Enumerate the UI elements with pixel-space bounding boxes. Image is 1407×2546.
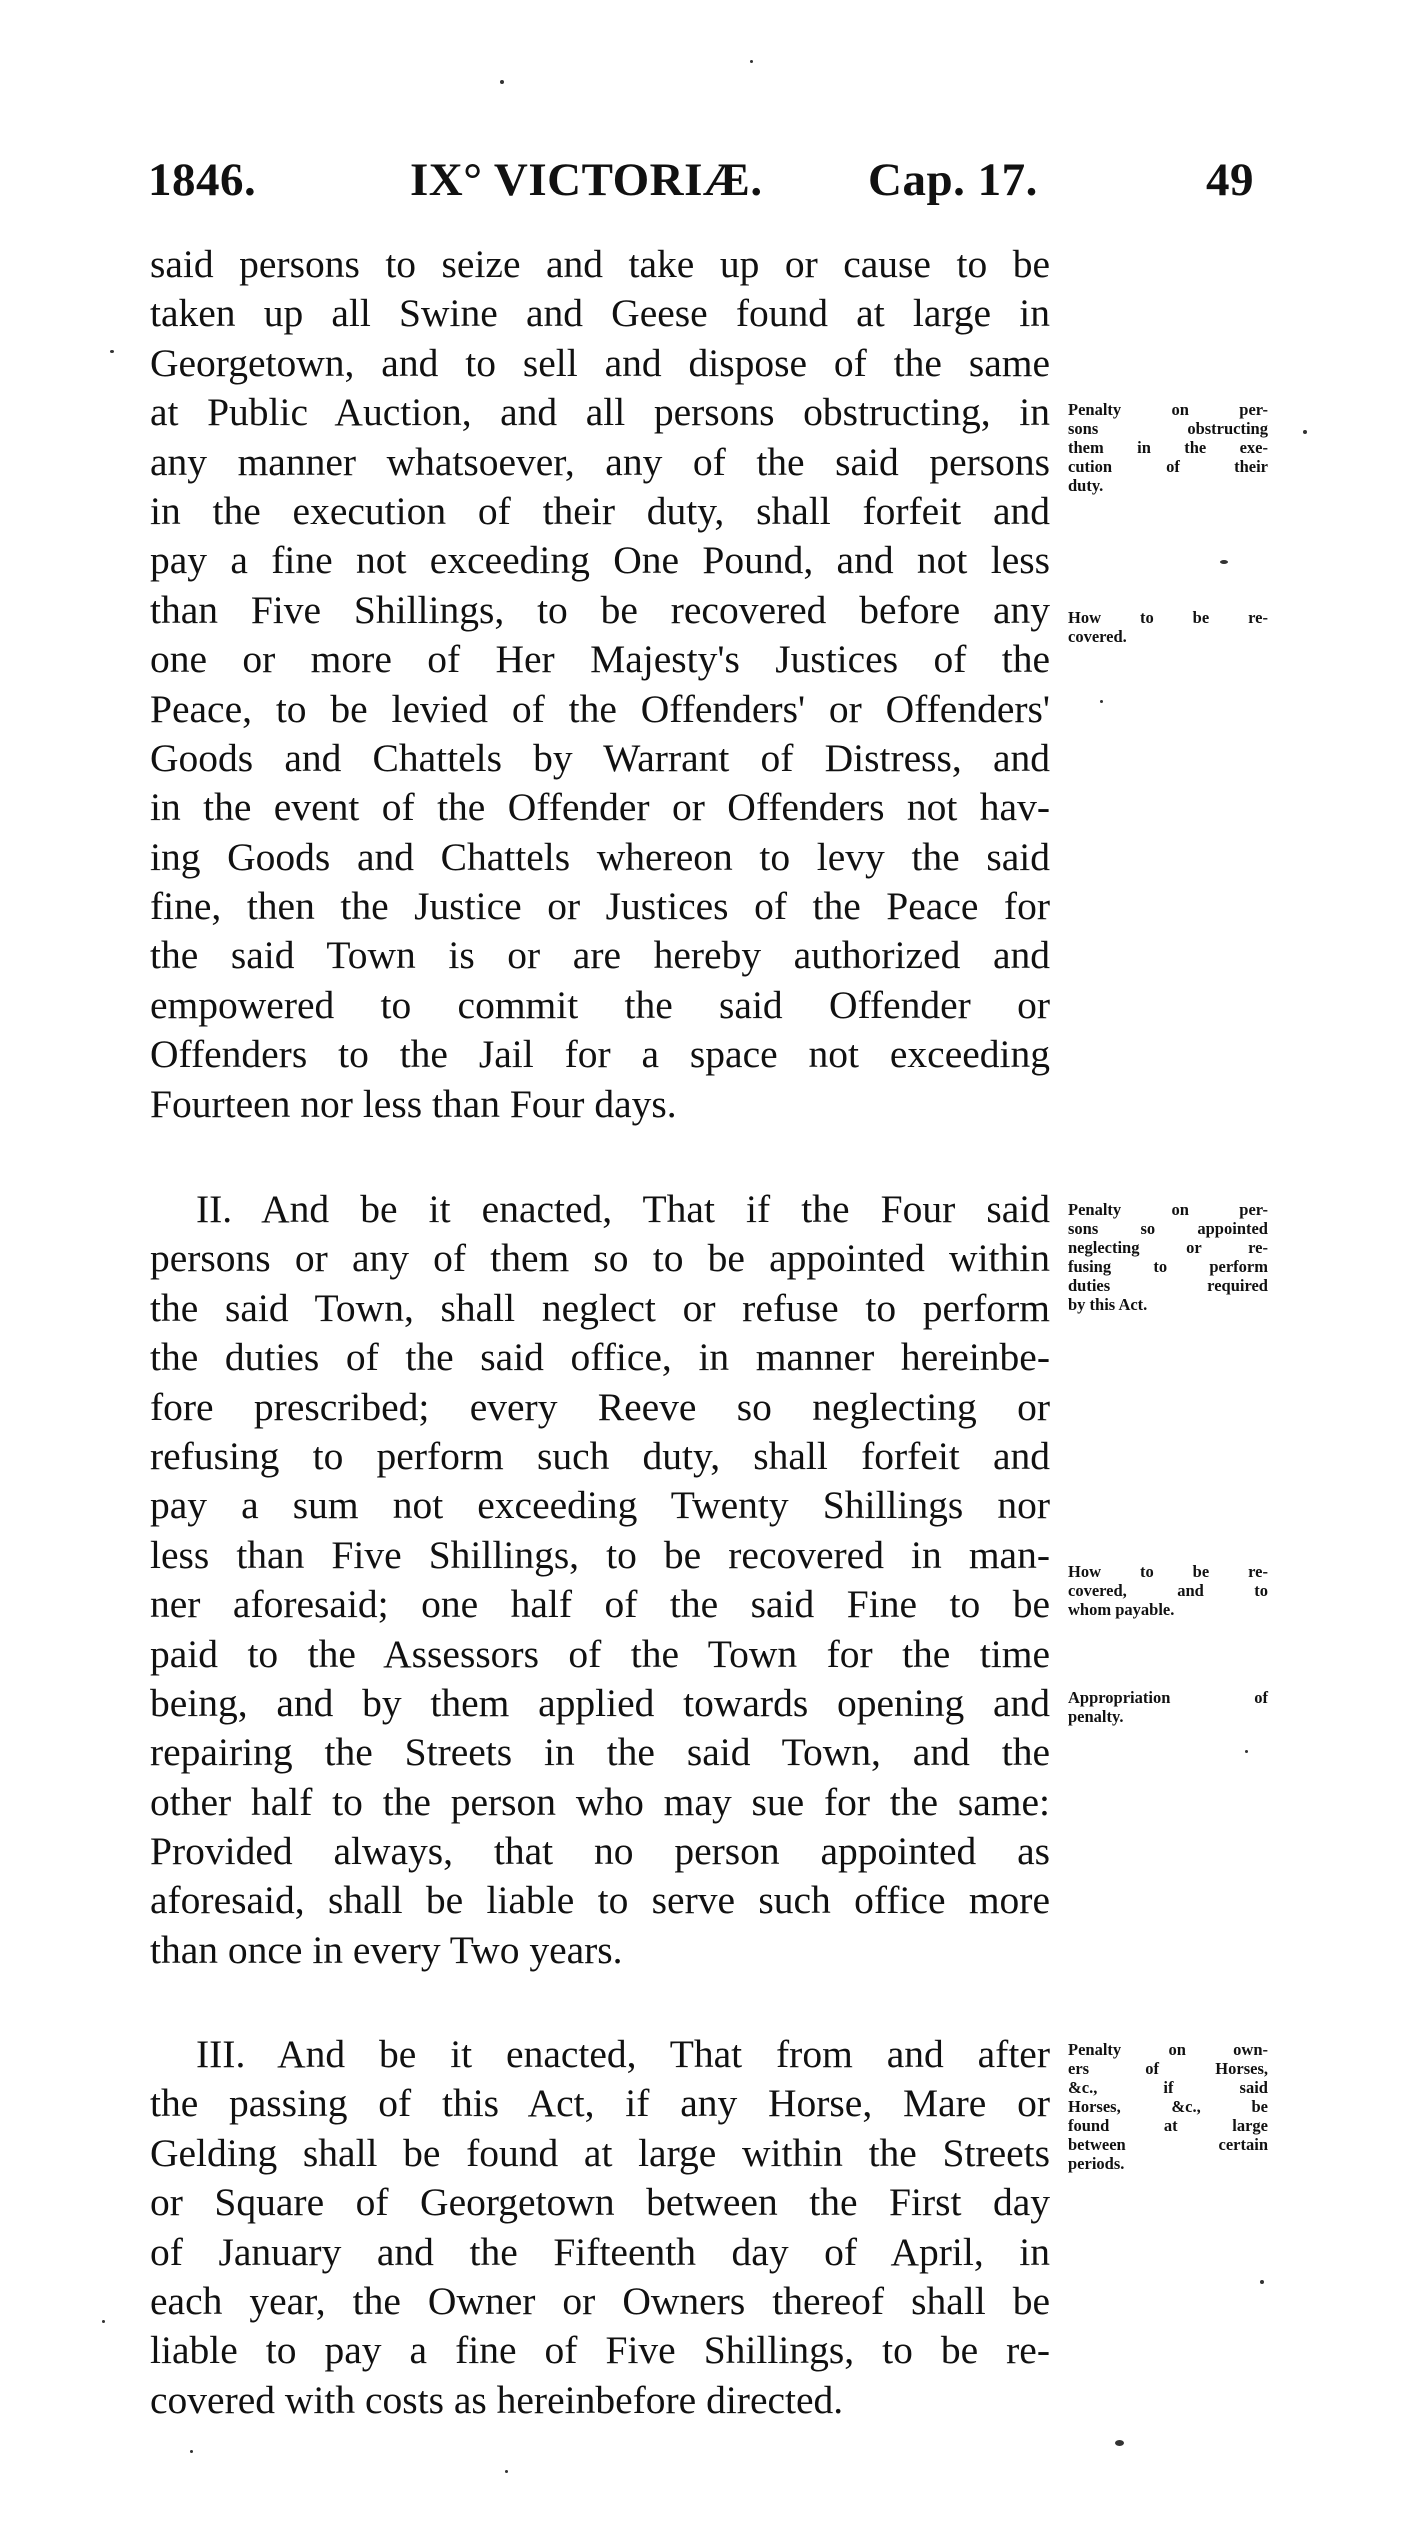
text-line: Georgetown, and to sell and dispose of the same (150, 340, 1050, 385)
marginal-note-line: sons obstructing (1068, 419, 1268, 438)
text-line: ing Goods and Chattels whereon to levy the said (150, 834, 1050, 879)
section-iii-paragraph (150, 2030, 1050, 2425)
marginal-note-line: How to be re- (1068, 608, 1268, 627)
text-line: or Square of Georgetown between the First day (150, 2180, 1050, 2225)
text-line: refusing to perform such duty, shall forfeit and (150, 1433, 1050, 1478)
scan-speck (505, 2470, 508, 2473)
scan-speck (1115, 2440, 1124, 2446)
text-line: Goods and Chattels by Warrant of Distress, and (150, 735, 1050, 780)
text-line: one or more of Her Majesty's Justices of the (150, 637, 1050, 682)
marginal-note-penalty-neglecting (1068, 1200, 1268, 1314)
page-number: 49 (1206, 154, 1254, 206)
text-line: than once in every Two years. (150, 1927, 623, 1972)
text-line: any manner whatsoever, any of the said persons (150, 439, 1050, 484)
section-ii-paragraph (150, 1185, 1050, 1975)
marginal-note-line: Horses, &c., be (1068, 2097, 1268, 2116)
text-line: of January and the Fifteenth day of April, in (150, 2229, 1050, 2274)
marginal-note-line: ers of Horses, (1068, 2059, 1268, 2078)
text-line: ner aforesaid; one half of the said Fine to be (150, 1582, 1050, 1627)
scan-speck (1220, 560, 1228, 564)
running-head-regnal-year: IX° VICTORIÆ. (410, 154, 763, 206)
marginal-note-line: Penalty on per- (1068, 400, 1268, 419)
marginal-note-line: cution of their (1068, 457, 1268, 476)
marginal-note-line: Penalty on own- (1068, 2040, 1268, 2059)
marginal-note-line: found at large (1068, 2116, 1268, 2135)
text-line: at Public Auction, and all persons obstructing, in (150, 390, 1050, 435)
scan-speck (1303, 430, 1307, 434)
text-line: liable to pay a fine of Five Shillings, to be re- (150, 2328, 1050, 2373)
marginal-note-line: fusing to perform (1068, 1257, 1268, 1276)
scan-speck (1260, 2280, 1264, 2284)
text-line: fine, then the Justice or Justices of the Peace for (150, 884, 1050, 929)
text-line: in the execution of their duty, shall forfeit and (150, 488, 1050, 533)
scan-speck (1100, 700, 1103, 703)
running-head-year: 1846. (148, 154, 257, 206)
text-line: empowered to commit the said Offender or (150, 982, 1050, 1027)
text-line: the duties of the said office, in manner hereinbe- (150, 1335, 1050, 1380)
marginal-note-line: between certain (1068, 2135, 1268, 2154)
text-line: II. And be it enacted, That if the Four said (196, 1187, 1050, 1231)
marginal-note-line: How to be re- (1068, 1562, 1268, 1581)
marginal-note-line: duties required (1068, 1276, 1268, 1295)
scan-speck (102, 2320, 105, 2323)
text-line: covered with costs as hereinbefore directed. (150, 2377, 844, 2422)
marginal-note-line: whom payable. (1068, 1600, 1175, 1619)
text-line: taken up all Swine and Geese found at large in (150, 291, 1050, 336)
marginal-note-appropriation (1068, 1688, 1268, 1726)
text-line: the passing of this Act, if any Horse, Mare or (150, 2081, 1050, 2126)
marginal-note-how-recovered-payable (1068, 1562, 1268, 1619)
text-line: repairing the Streets in the said Town, and the (150, 1730, 1050, 1775)
marginal-note-line: by this Act. (1068, 1295, 1148, 1314)
text-line: the said Town is or are hereby authorized and (150, 933, 1050, 978)
scan-speck (500, 80, 504, 84)
marginal-note-line: penalty. (1068, 1707, 1124, 1726)
text-line: less than Five Shillings, to be recovered in man- (150, 1532, 1050, 1577)
text-line: other half to the person who may sue for the same: (150, 1779, 1050, 1824)
text-line: the said Town, shall neglect or refuse to perform (150, 1285, 1050, 1330)
marginal-note-line: covered. (1068, 627, 1127, 646)
marginal-note-line: neglecting or re- (1068, 1238, 1268, 1257)
marginal-note-line: Appropriation of (1068, 1688, 1268, 1707)
text-line: Provided always, that no person appointed as (150, 1829, 1050, 1874)
text-line: each year, the Owner or Owners thereof shall be (150, 2278, 1050, 2323)
text-line: than Five Shillings, to be recovered before any (150, 587, 1050, 632)
text-line: pay a sum not exceeding Twenty Shillings nor (150, 1483, 1050, 1528)
marginal-note-how-recovered (1068, 608, 1268, 646)
paragraph-continuation (150, 240, 1050, 1129)
scan-speck (1245, 1750, 1248, 1753)
text-line: persons or any of them so to be appointed within (150, 1236, 1050, 1281)
marginal-note-line: covered, and to (1068, 1581, 1268, 1600)
text-line: said persons to seize and take up or cause to be (150, 242, 1050, 286)
running-head (148, 150, 1268, 210)
text-line: III. And be it enacted, That from and after (196, 2032, 1050, 2076)
text-line: Peace, to be levied of the Offenders' or Offenders' (150, 686, 1050, 731)
scan-speck (110, 350, 114, 353)
text-line: aforesaid, shall be liable to serve such office more (150, 1878, 1050, 1923)
text-line: Gelding shall be found at large within the Streets (150, 2130, 1050, 2175)
text-line: paid to the Assessors of the Town for the time (150, 1631, 1050, 1676)
marginal-note-penalty-horses (1068, 2040, 1268, 2173)
text-line: fore prescribed; every Reeve so neglecting or (150, 1384, 1050, 1429)
marginal-note-line: sons so appointed (1068, 1219, 1268, 1238)
scan-speck (750, 60, 753, 63)
scan-speck (190, 2450, 193, 2453)
text-line: being, and by them applied towards opening and (150, 1680, 1050, 1725)
text-line: Offenders to the Jail for a space not exceeding (150, 1032, 1050, 1077)
marginal-note-line: &c., if said (1068, 2078, 1268, 2097)
text-line: Fourteen nor less than Four days. (150, 1081, 677, 1126)
marginal-note-line: periods. (1068, 2154, 1125, 2173)
marginal-note-line: Penalty on per- (1068, 1200, 1268, 1219)
text-line: pay a fine not exceeding One Pound, and not less (150, 538, 1050, 583)
marginal-note-line: duty. (1068, 476, 1104, 495)
running-head-chapter: Cap. 17. (868, 154, 1038, 206)
text-line: in the event of the Offender or Offenders not hav- (150, 785, 1050, 830)
marginal-note-penalty-obstructing (1068, 400, 1268, 495)
marginal-note-line: them in the exe- (1068, 438, 1268, 457)
